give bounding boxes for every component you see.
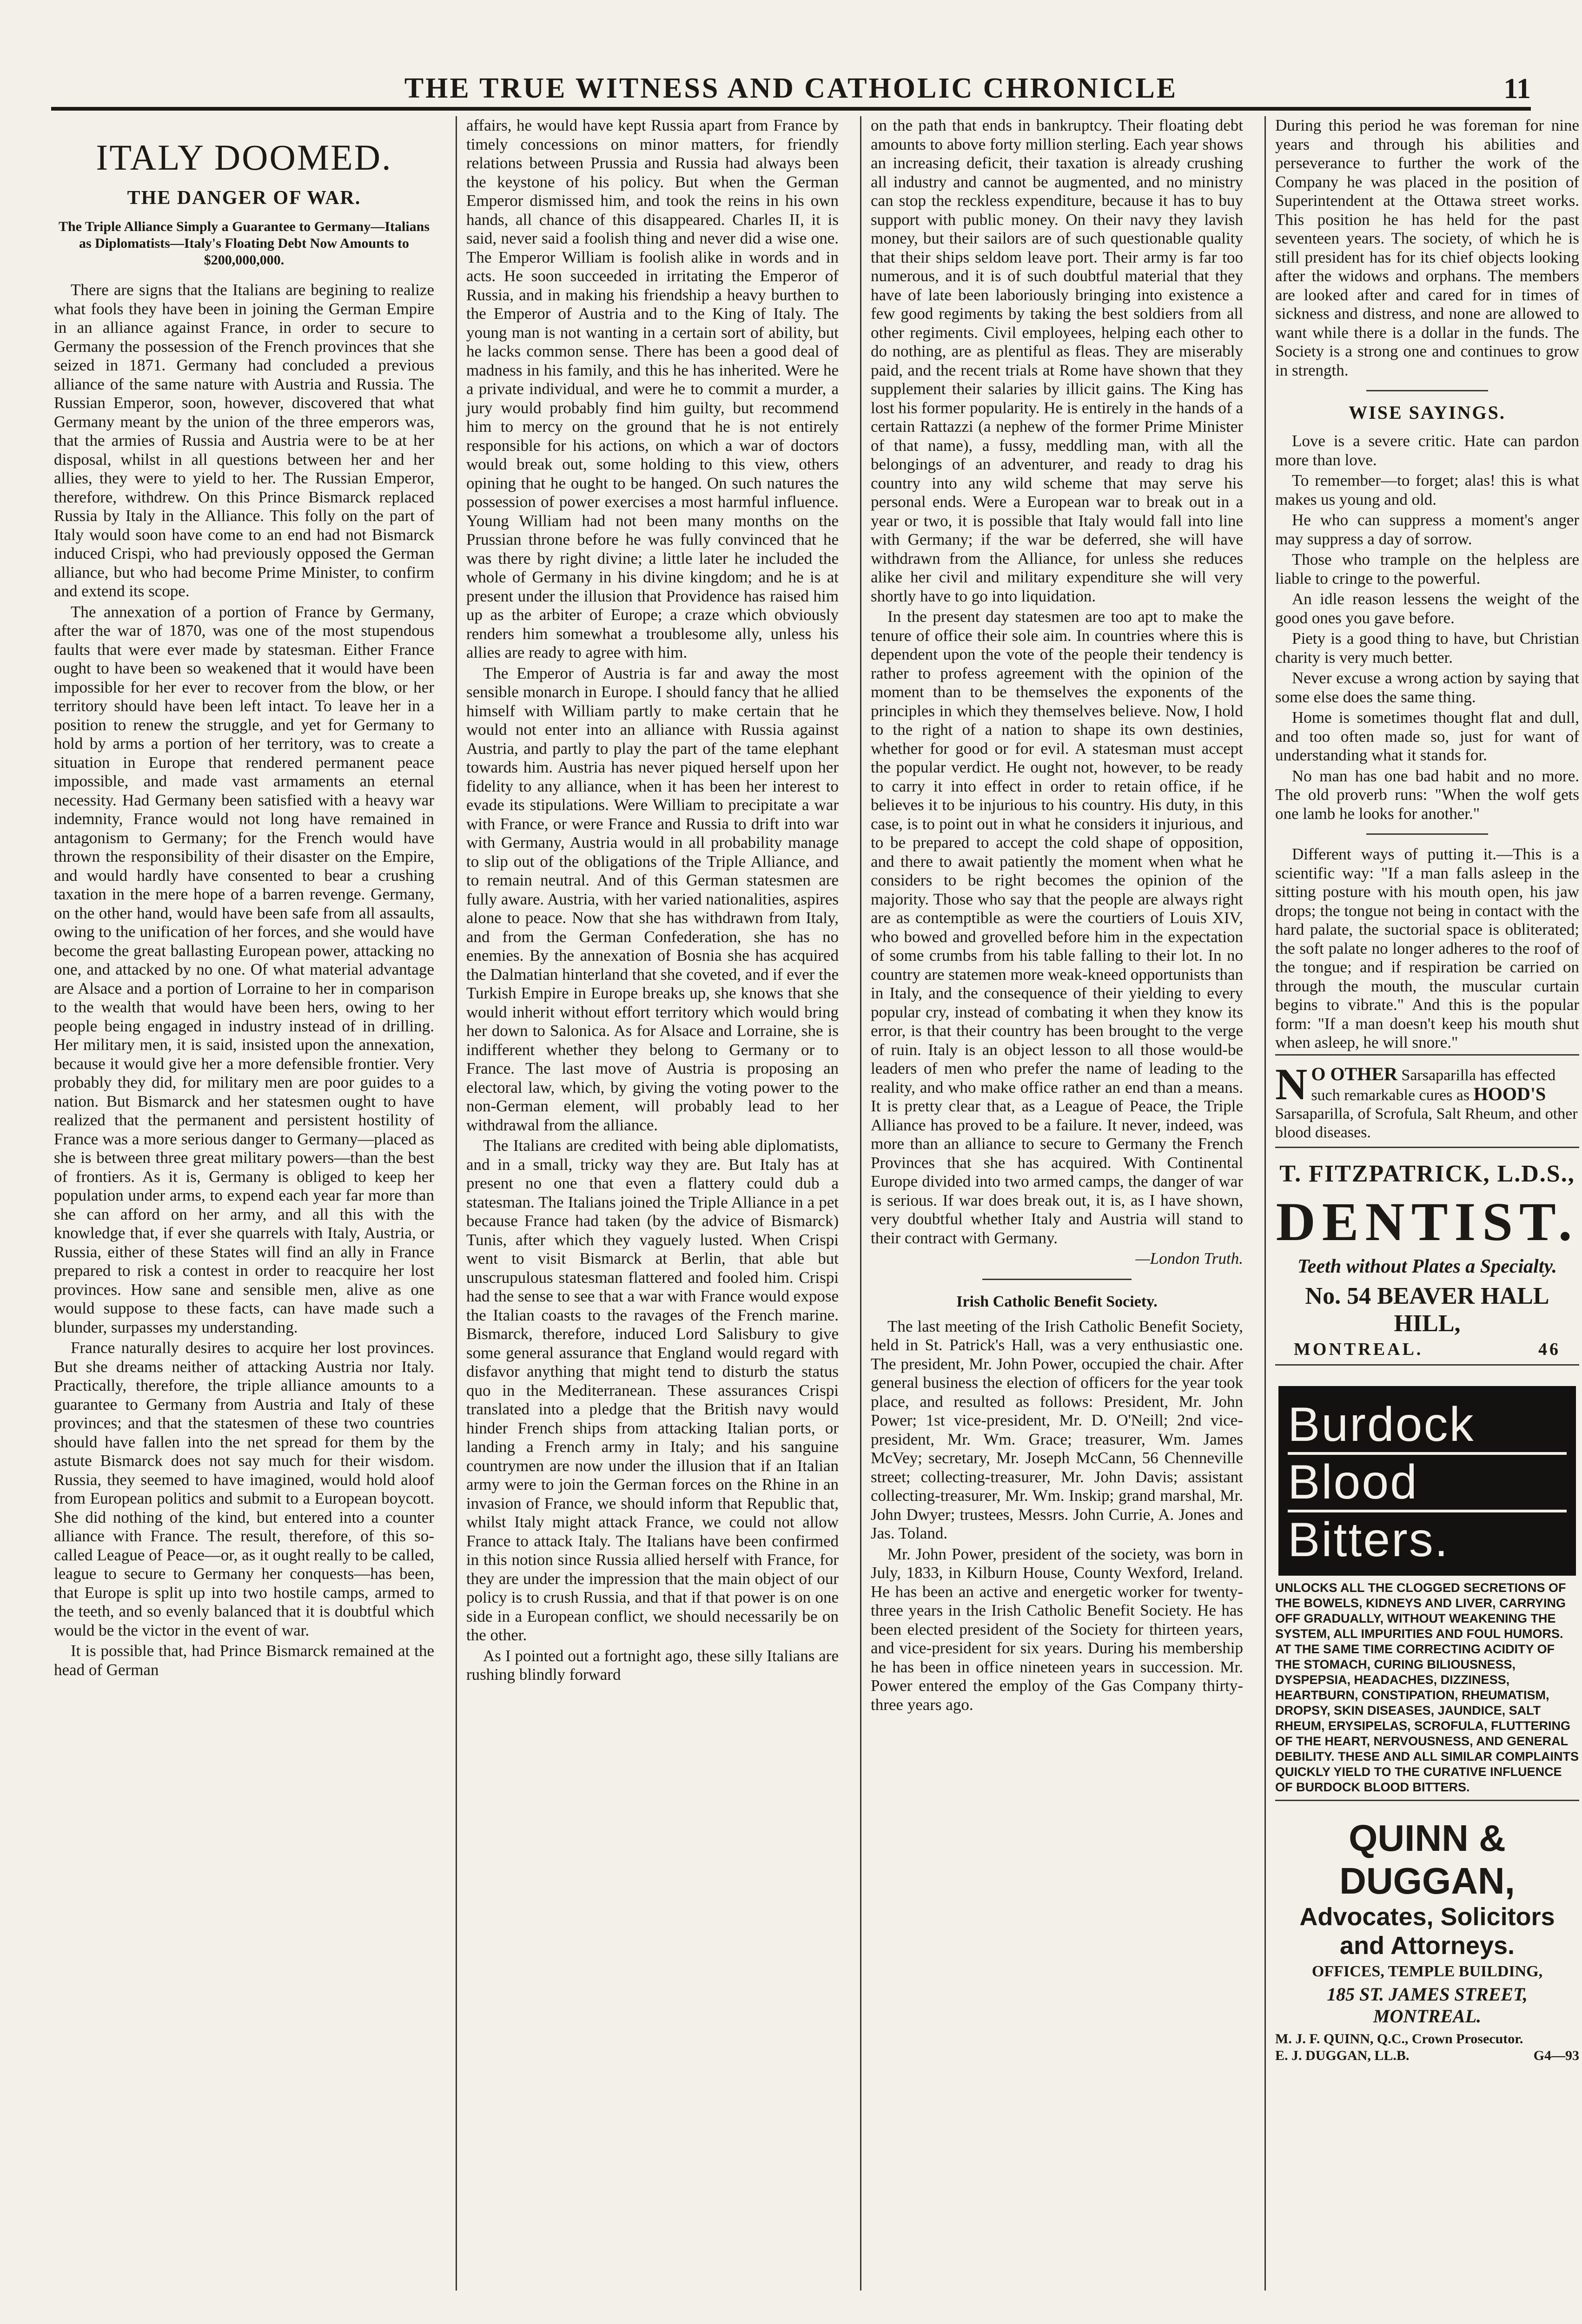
firm-partner-line (1275, 2047, 1579, 2064)
bbb-description: UNLOCKS ALL THE CLOGGED SECRETIONS OF THE BOWELS, KIDNEYS AND LIVER, CARRYING OFF GRADUALLY, WITHOUT WEAKENING THE SYSTEM, ALL IMPURITIES AND FOUL HUMORS. AT THE SAME TIME CORRECTING ACIDITY OF THE STOMACH, CURING BILIOUSNESS, DYSPEPSIA, HEADACHES, DIZZINESS, HEARTBURN, CONSTIPATION, RHEUMATISM, DROPSY, SKIN DISEASES, JAUNDICE, SALT RHEUM, ERYSIPELAS, SCROFULA, FLUTTERING OF THE HEART, NERVOUSNESS, AND GENERAL DEBILITY. THESE AND ALL SIMILAR COMPLAINTS QUICKLY YIELD TO THE CURATIVE INFLUENCE OF BURDOCK BLOOD BITTERS. (1275, 1580, 1579, 1794)
hoods-drop-cap: N (1275, 1059, 1308, 1109)
hoods-lead: O OTHER (1311, 1063, 1397, 1084)
column-3 (860, 116, 1246, 2291)
divider (982, 1279, 1131, 1280)
firm-offices: OFFICES, TEMPLE BUILDING, (1311, 1962, 1543, 1980)
firm-partners (1275, 2031, 1579, 2064)
society-paragraph: The last meeting of the Irish Catholic Benefit Society, held in St. Patrick's Hall, was a very enthusiastic one. The president, Mr. John Power, occupied the chair. After general business the election of officers for the year took place, and resulted as follows: President, Mr. John Power; 1st vice-president, Mr. D. O'Neill; 2nd vice-president, Mr. Wm. Grace; treasurer, Wm. James McVey; secretary, Mr. Joseph McCann, 56 Chenneville street; collecting-treasurer, Mr. John Davis; assistant collecting-treasurer, Mr. Wm. Inskip; grand marshal, Mr. John Dwyer; trustees, Messrs. John Currie, A. Jones and Jas. Toland. (871, 1317, 1243, 1542)
dentist-name: T. FITZPATRICK, L.D.S., (1279, 1160, 1575, 1187)
dentist-code: 46 (1538, 1339, 1561, 1359)
saying: Never excuse a wrong action by saying that some else does the same thing. (1275, 669, 1579, 706)
bbb-ad (1275, 1364, 1579, 1800)
saying: To remember—to forget; alas! this is what makes us young and old. (1275, 471, 1579, 508)
columns (51, 116, 1579, 2291)
saying: He who can suppress a moment's anger may suppress a day of sorrow. (1275, 511, 1579, 548)
column-1 (51, 116, 437, 2291)
dentist-city: MONTREAL. (1294, 1339, 1423, 1359)
divider (1366, 833, 1488, 835)
saying: Home is sometimes thought flat and dull, and too often made so, just for want of understanding what it stands for. (1275, 708, 1579, 764)
divider (1366, 390, 1488, 391)
society-paragraph: Mr. John Power, president of the society, was born in July, 1833, in Kilburn House, County Wexford, Ireland. He has been an active and energetic worker for twenty-three years in the Irish Catholic Benefit Society. He has been elected president of the Society for thirteen years, and vice-president for six years. During his membership he has been in office nineteen years in succession. Mr. Power entered the employ of the Gas Company thirty-three years ago. (871, 1545, 1243, 1714)
article-paragraph: As I pointed out a fortnight ago, these silly Italians are rushing blindly forward (466, 1646, 839, 1684)
society-paragraph: During this period he was foreman for nine years and through his abilities and perseverance to further the work of the Company he was placed in the position of Superintendent at the Ottawa street works. This position he has held for the past seventeen years. The society, of which he is still president has for its chief objects looking after the widows and orphans. The members are looked after and cared for in times of sickness and distress, and none are allowed to want while there is a dollar in the funds. The Society is a strong one and continues to grow in strength. (1275, 116, 1579, 379)
saying: An idle reason lessens the weight of the good ones you gave before. (1275, 590, 1579, 627)
article-subheadline: THE DANGER OF WAR. (127, 187, 361, 209)
trivia-paragraph: Different ways of putting it.—This is a scientific way: "If a man falls asleep in the sitting posture with his mouth open, his jaw drops; the tongue not being in contact with the hard palate, the suctorial space is obliterated; the soft palate no longer adheres to the roof of the tongue; and if respiration be carried on through the mouth, the muscular curtain begins to vibrate." And this is the popular form: "If a man doesn't keep his mouth shut when asleep, he will snore." (1275, 845, 1579, 1051)
article-paragraph: There are signs that the Italians are begining to realize what fools they have been in joining the German Empire in an alliance against France, in order to secure to Germany the possession of the French provinces that she seized in 1871. Germany had concluded a previous alliance of the same nature with Austria and Russia. The Russian Emperor, soon, however, discovered that what Germany meant by the union of the three emperors was, that the armies of Russia and Austria were to be at her disposal, whilst in all questions between her and her allies, they were to yield to her. The Russian Emperor, therefore, withdrew. On this Prince Bismarck replaced Russia by Italy in the Alliance. This folly on the part of Italy would soon have come to an end had not Bismarck induced Crispi, who had previously opposed the German alliance, but who had become Prime Minister, to confirm and extend its scope. (54, 281, 434, 600)
dentist-word: DENTIST. (1276, 1191, 1579, 1252)
article-headline: ITALY DOOMED. (96, 137, 392, 178)
dentist-city-line (1275, 1339, 1579, 1360)
masthead-title: THE TRUE WITNESS AND CATHOLIC CHRONICLE (404, 72, 1178, 104)
firm-name: QUINN & DUGGAN, (1339, 1817, 1515, 1901)
dentist-tagline: Teeth without Plates a Specialty. (1297, 1255, 1557, 1277)
article-paragraph: It is possible that, had Prince Bismarck remained at the head of German (54, 1642, 434, 1679)
saying: No man has one bad habit and no more. The old proverb runs: "When the wolf gets one lamb he looks for another." (1275, 766, 1579, 823)
article-paragraph: In the present day statesmen are too apt to make the tenure of office their sole aim. In countries where this is dependent upon the vote of the people their tendency is rather to profess agreement with the opinion of the moment than to be themselves the exponents of the principles in which they themselves believe. Now, I hold to the right of a nation to shape its own destinies, whether for good or for evil. A statesman must accept the popular verdict. He ought not, however, to be ready to carry it into effect in order to retain office, if he believes it to be injurious to his country. His duty, in this case, is to point out in what he considers it injurious, and to be prepared to accept the cold shape of opposition, and there to await patiently the moment when what he considers to be right becomes the opinion of the majority. Those who say that the people are always right are as contemptible as were the courtiers of Louis XIV, who bowed and grovelled before him in the expectation of some crumbs from his table falling to their lot. In no country are statemen more weak-kneed opportunists than in Italy, and the consequence of their yielding to every popular cry, instead of combating it when they know its error, is that their country has been brought to the verge of ruin. Italy is an object lesson to all those would-be leaders of men who prefer the name of leading to the reality, and who make office rather an end than a means. It is pretty clear that, as a League of Peace, the Triple Alliance has proved to be a failure. It never, indeed, was more than an alliance to secure to Germany the French Provinces that she has acquired. With Continental Europe divided into two armed camps, the danger of war is serious. If war does break out, it is, as I have shown, very doubtful whether Italy and Austria will stand to their contract with Germany. (871, 607, 1243, 1247)
firm-role: Advocates, Solicitors and Attorneys. (1299, 1902, 1555, 1960)
page-number: 11 (1503, 73, 1531, 105)
article-paragraph: France naturally desires to acquire her lost provinces. But she dreams neither of attacking Austria nor Italy. Practically, therefore, the triple alliance amounts to a guarantee to Germany from Austria and Italy of these provinces; and that the statesmen of these two countries should have fallen into the net spread for them by the astute Bismarck does not say much for their wisdom. Russia, they seemed to have imagined, would hold aloof from European politics and submit to a European boycott. She did nothing of the kind, but entered into a counter alliance with France. The result, therefore, of this so-called League of Peace—or, as it ought really to be called, league to secure to Germany her conquests—has been, that Europe is split up into two hostile camps, armed to the teeth, and so evenly balanced that it is doubtful which would be the victor in the event of war. (54, 1339, 434, 1639)
hoods-brand: HOOD'S (1473, 1083, 1546, 1104)
column-4 (1264, 116, 1582, 2291)
hoods-ad (1275, 1054, 1579, 1147)
saying: Piety is a good thing to have, but Christian charity is very much better. (1275, 629, 1579, 667)
firm-partner: E. J. DUGGAN, LL.B. (1275, 2047, 1410, 2063)
bbb-word: Blood (1288, 1452, 1567, 1512)
article-paragraph: The Emperor of Austria is far and away the most sensible monarch in Europe. I should fancy that he allied himself with William partly to make certain that he would not enter into an alliance with Russia against Austria, and partly to play the part of the tame elephant towards him. Austria has never piqued herself upon her fidelity to any alliance, when it has been her interest to evade its stipulations. Were William to precipitate a war with France, or were France and Russia to drift into war with Germany, Austria would in all probability manage to slip out of the obligations of the Triple Alliance, and to remain neutral. And of this German statesmen are fully aware. Austria, with her varied nationalities, aspires alone to peace. Now that she has withdrawn from Italy, and from the German Confederation, she has no enemies. By the annexation of Bosnia she has acquired the Dalmatian hinterland that she coveted, and if ever the Turkish Empire in Europe breaks up, she knows that she would inherit without effort territory which would bring her down to Salonica. As for Alsace and Lorraine, she is indifferent whether they belong to Germany or to France. The last move of Austria is proposing an electoral law, which, by giving the voting power to the non-German element, will probably lead to her withdrawal from the alliance. (466, 664, 839, 1134)
article-deck: The Triple Alliance Simply a Guarantee to Germany—Italians as Diplomatists—Italy's Floating Debt Now Amounts to $200,000,000. (58, 219, 430, 268)
society-title: Irish Catholic Benefit Society. (956, 1293, 1158, 1310)
sayings-title: WISE SAYINGS. (1349, 402, 1506, 423)
dentist-address: No. 54 BEAVER HALL HILL, (1305, 1282, 1549, 1337)
bbb-word: Bitters. (1288, 1512, 1450, 1567)
saying: Those who trample on the helpless are liable to cringe to the powerful. (1275, 550, 1579, 588)
hoods-text: Sarsaparilla has effected such remarkable cures as (1311, 1066, 1556, 1104)
hoods-text-2: Sarsaparilla, of Scrofula, Salt Rheum, and other blood diseases. (1275, 1105, 1578, 1141)
quinn-duggan-ad (1275, 1800, 1579, 2069)
firm-street: 185 ST. JAMES STREET, MONTREAL. (1327, 1983, 1528, 2027)
article-source: —London Truth. (1135, 1249, 1243, 1268)
firm-code: G4—93 (1533, 2047, 1579, 2063)
bbb-logo (1278, 1386, 1576, 1576)
firm-partner: M. J. F. QUINN, Q.C., Crown Prosecutor. (1275, 2031, 1523, 2047)
saying: Love is a severe critic. Hate can pardon more than love. (1275, 432, 1579, 469)
article-paragraph: The annexation of a portion of France by Germany, after the war of 1870, was one of the most stupendous faults that were ever made by statesman. Either France ought to have been so weakened that it would have been impossible for her ever to recover from the blow, or her territory should have been left intact. To leave her in a position to renew the struggle, and yet for Germany to hold by arms a portion of her territory, was to create a situation in Europe that rendered permanent peace impossible, and made vast armaments an eternal necessity. Had Germany been satisfied with a heavy war indemnity, France would not long have remained in antagonism to Germany; for the French would have thrown the responsibility of their disaster on the Empire, and would hardly have consented to bear a crushing taxation in the mere hope of a barren revenge. Germany, on the other hand, would have been safe from all assaults, owing to the unification of her forces, and she would have become the great ballasting European power, attacking no one, and attacked by no one. Of what material advantage are Alsace and a portion of Lorraine to her in comparison to the wealth that would have been hers, owing to her people being engaged in industry instead of in drilling. Her military men, it is said, insisted upon the annexation, because it would give her a more defensible frontier. Very probably they did, for military men are poor guides to a nation. But Bismarck and her statesmen ought to have realized that the permanent and persistent hostility of France was a more serious danger to Germany—placed as she is between three great military powers—than the best of frontiers. As it is, Germany is obliged to keep her population under arms, to expend each year far more than she can afford on her army, and all this with the knowledge that, if ever she quarrels with Italy, Austria, or Russia, either of these States will find an ally in France prepared to risk a contest in order to reacquire her lost provinces. How sane and sensible men, alive as one would suppose to these facts, can have made such a blunder, surpasses my understanding. (54, 602, 434, 1336)
column-2 (456, 116, 841, 2291)
bbb-word: Burdock (1288, 1397, 1475, 1452)
masthead (51, 70, 1531, 111)
article-paragraph: on the path that ends in bankruptcy. Their floating debt amounts to above forty million sterling. Each year shows an increasing deficit, their taxation is already crushing all industry and cannot be augmented, and no ministry can stop the reckless expenditure, because it has to buy support with public money. On their navy they lavish money, but their sailors are of such questionable quality that their ships seldom leave port. Their army is far too numerous, and it is of such doubtful material that they have of late been laboriously bringing into existence a few good regiments by taking the best soldiers from all other regiments. Civil employees, helping each other to do nothing, are as plentiful as fleas. They are miserably paid, and the recent trials at Rome have shown that they supplement their salaries by illicit gains. The King has lost his former popularity. He is entirely in the hands of a certain Rattazzi (a nephew of the former Prime Minister of that name), a fussy, meddling man, with all the belongings of an adventurer, and ready to drag his country into any wild scheme that may serve his personal ends. Were a European war to break out in a year or two, it is possible that Italy would fall into line with Germany; if the war be deferred, she will have withdrawn from the Alliance, for unless she reduces alike her civil and military expenditure she will very shortly have to go into liquidation. (871, 116, 1243, 605)
dentist-ad (1275, 1147, 1579, 1364)
article-paragraph: affairs, he would have kept Russia apart from France by timely concessions on minor matters, for friendly relations between Prussia and Russia had always been the keystone of his policy. But when the German Emperor dismissed him, and took the reins in his own hands, all chance of this disappeared. Charles II, it is said, never said a foolish thing and never did a wise one. The Emperor William is foolish alike in words and in acts. He soon succeeded in irritating the Emperor of Russia, and in making his friendship a heavy burthen to the Emperor of Austria and to the King of Italy. The young man is not wanting in a certain sort of ability, but he lacks common sense. There has been a good deal of madness in his family, and this he has inherited. Were he a private individual, and were he to commit a murder, a jury would probably find him guilty, but recommend him to mercy on the ground that he is not entirely responsible for his actions, on which a war of doctors would break out, some holding to this view, others opining that he ought to be hanged. On such natures the possession of power exercises a most harmful influence. Young William had not been many months on the Prussian throne before he was fully convinced that he was there by right divine; a little later he included the whole of Germany in his divine kingdom; and he is at present under the illusion that Providence has raised him up as the arbiter of Europe; a craze which obviously renders him somewhat a troublesome ally, unless his allies are ready to agree with him. (466, 116, 839, 661)
article-paragraph: The Italians are credited with being able diplomatists, and in a small, tricky way they are. But Italy has at present no one that even a flattery could dub a statesman. The Italians joined the Triple Alliance in a pet because France had taken (by the advice of Bismarck) Tunis, after which they vaguely lusted. When Crispi went to visit Bismarck at Berlin, that able but unscrupulous statesman flattered and fooled him. Crispi had the sense to see that a war with France would expose the Italian coasts to the ravages of the French marine. Bismarck, therefore, induced Lord Salisbury to give some general assurance that England would regard with disfavor anything that might tend to disturb the status quo in the Mediterranean. These assurances Crispi translated into a pledge that the British navy would hinder French ships from attacking Italian ports, or landing a French army in Italy; and his sanguine countrymen are now under the illusion that if an Italian army were to join the German forces on the Rhine in an invasion of France, we should inform that Republic that, whilst Italy might attack France, we could not allow France to attack Italy. The Italians have been confirmed in this notion since Russia allied herself with France, for they are under the impression that the main object of our policy is to crush Russia, and that if that power is on one side in a European conflict, we should necessarily be on the other. (466, 1136, 839, 1644)
